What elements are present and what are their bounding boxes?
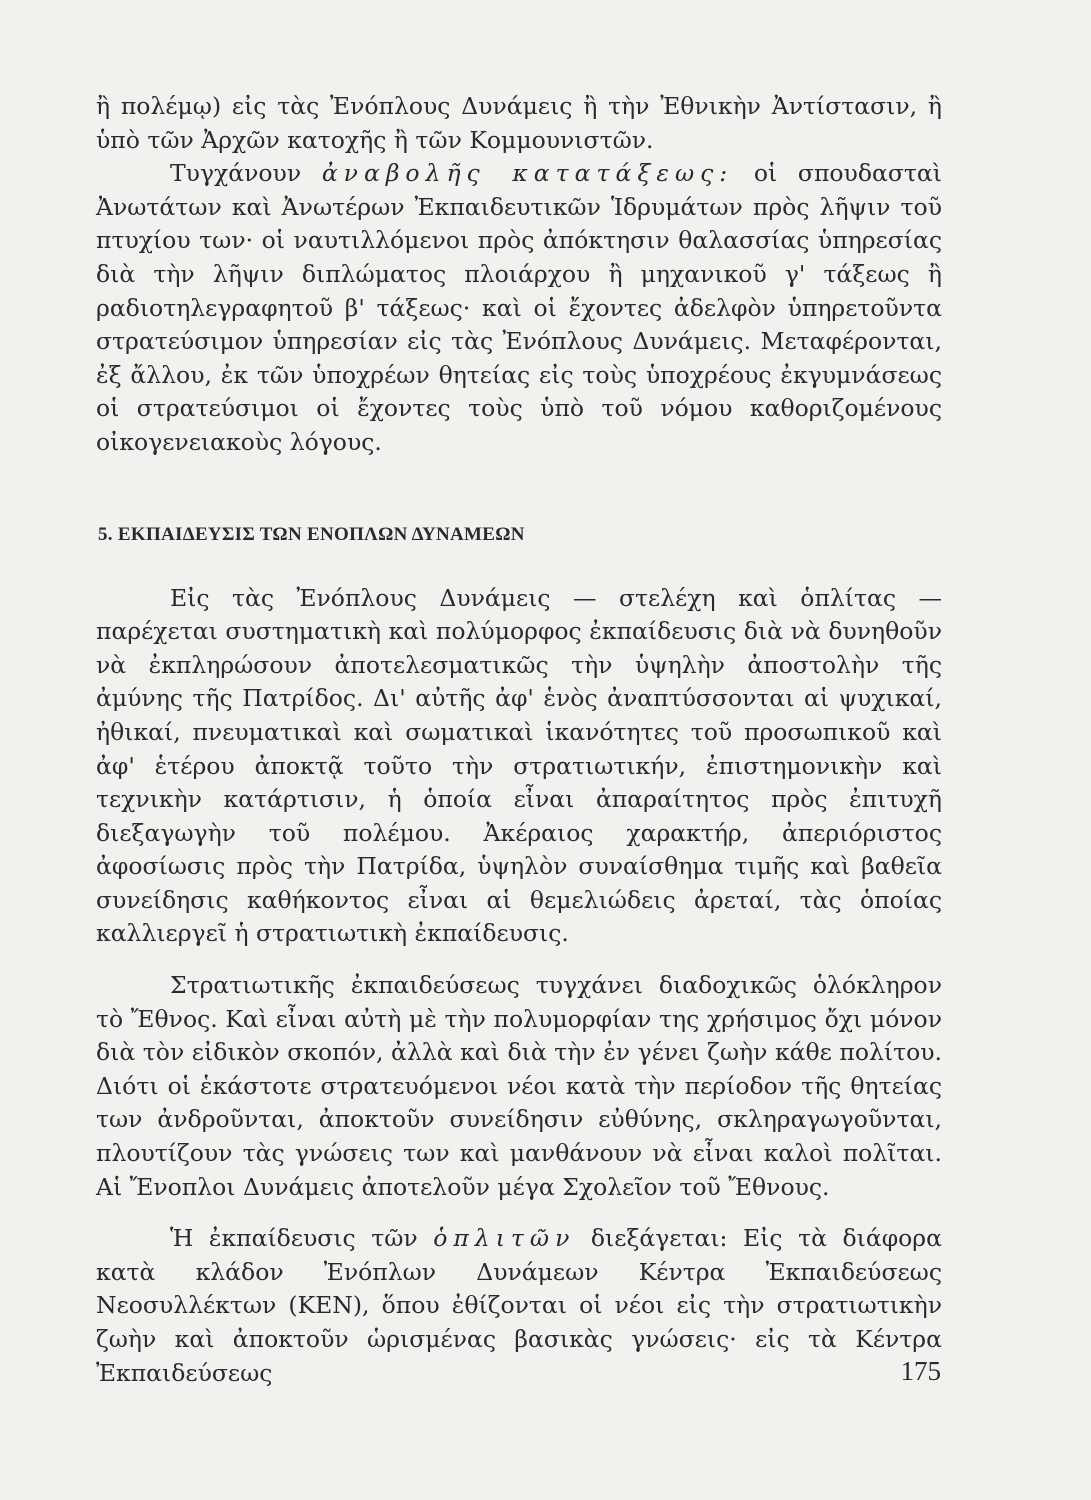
paragraph-deferral-emphasis: ἀναβολῆς κατατάξεως:: [321, 159, 734, 188]
paragraph-training-intro: Εἰς τὰς Ἐνόπλους Δυνάμεις — στελέχη καὶ ὁπλίτας — παρέχεται συστηματικὴ καὶ πολύμορφος ἐκπαίδευσις διὰ νὰ δυνηθοῦν νὰ ἐκπληρώσουν ἀποτελεσματικῶς τὴν ὑψηλὴν ἀποστολὴν τῆς ἀμύνης τῆς Πατρίδος. Δι' αὐτῆς ἀφ' ἑνὸς ἀναπτύσσονται αἱ ψυχικαί, ἠθικαί, πνευματικαὶ καὶ σωματικαὶ ἱκανότητες τοῦ προσωπικοῦ καὶ ἀφ' ἑτέρου ἀποκτᾷ τοῦτο τὴν στρατιωτικήν, ἐπιστημονικὴν καὶ τεχνικὴν κατάρτισιν, ἡ ὁποία εἶναι ἀπαραίτητος πρὸς ἐπιτυχῆ διεξαγωγὴν τοῦ πολέμου. Ἀκέραιος χαρακτήρ, ἀπεριόριστος ἀφοσίωσις πρὸς τὴν Πατρίδα, ὑψηλὸν συναίσθημα τιμῆς καὶ βαθεῖα συνείδησις καθήκοντος εἶναι αἱ θεμελιώδεις ἀρεταί, τὰς ὁποίας καλλιεργεῖ ἡ στρατιωτικὴ ἐκπαίδευσις.: [96, 583, 942, 948]
paragraph-deferral-lead: Τυγχάνουν: [170, 159, 302, 188]
paragraph-soldier-training-emphasis: ὁπλιτῶν: [433, 1224, 576, 1253]
paragraph-deferral: [96, 157, 942, 459]
section-heading: 5. ΕΚΠΑΙΔΕΥΣΙΣ ΤΩΝ ΕΝΟΠΛΩΝ ΔΥΝΑΜΕΩΝ: [98, 523, 525, 545]
paragraph-deferral-body: οἱ σπουδασταὶ Ἀνωτάτων καὶ Ἀνωτέρων Ἐκπαιδευτικῶν Ἱδρυμάτων πρὸς λῆψιν τοῦ πτυχίου των· οἱ ναυτιλλόμενοι πρὸς ἀπόκτησιν θαλασσίας ὑπηρεσίας διὰ τὴν λῆψιν διπλώματος πλοιάρχου ἢ μηχανικοῦ γ' τάξεως ἢ ραδιοτηλεγραφητοῦ β' τάξεως· καὶ οἱ ἔχοντες ἀδελφὸν ὑπηρετοῦντα στρατεύσιμον ὑπηρεσίαν εἰς τὰς Ἐνόπλους Δυνάμεις. Μεταφέρονται, ἐξ ἄλλου, ἐκ τῶν ὑποχρέων θητείας εἰς τοὺς ὑποχρέους ἐκγυμνάσεως οἱ στρατεύσιμοι οἱ ἔχοντες τοὺς ὑπὸ τοῦ νόμου καθοριζομένους οἰκογενειακοὺς λόγους.: [96, 159, 942, 456]
paragraph-soldier-training-lead: Ἡ ἐκπαίδευσις τῶν: [170, 1224, 418, 1253]
paragraph-soldier-training-body: διεξάγεται: Εἰς τὰ διάφορα κατὰ κλάδον Ἐνόπλων Δυνάμεων Κέντρα Ἐκπαιδεύσεως Νεοσυλλέκτων (ΚΕΝ), ὅπου ἐθίζονται οἱ νέοι εἰς τὴν στρατιωτικὴν ζωὴν καὶ ἀποκτοῦν ὡρισμένας βασικὰς γνώσεις· εἰς τὰ Κέντρα Ἐκπαιδεύσεως: [96, 1224, 942, 1387]
paragraph-continuation: ἢ πολέμῳ) εἰς τὰς Ἐνόπλους Δυνάμεις ἢ τὴν Ἐθνικὴν Ἀντίστασιν, ἢ ὑπὸ τῶν Ἀρχῶν κατοχῆς ἢ τῶν Κομμουνιστῶν.: [96, 92, 942, 154]
paragraph-soldier-training: [96, 1222, 942, 1390]
page-number: 175: [900, 1356, 941, 1386]
page-body: [96, 90, 942, 1390]
paragraph-military-education: Στρατιωτικῆς ἐκπαιδεύσεως τυγχάνει διαδοχικῶς ὁλόκληρον τὸ Ἔθνος. Καὶ εἶναι αὐτὴ μὲ τὴν πολυμορφίαν της χρήσιμος ὄχι μόνον διὰ τὸν εἰδικὸν σκοπόν, ἀλλὰ καὶ διὰ τὴν ἐν γένει ζωὴν κάθε πολίτου. Διότι οἱ ἑκάστοτε στρατευόμενοι νέοι κατὰ τὴν περίοδον τῆς θητείας των ἀνδροῦνται, ἀποκτοῦν συνείδησιν εὐθύνης, σκληραγωγοῦνται, πλουτίζουν τὰς γνώσεις των καὶ μανθάνουν νὰ εἶναι καλοὶ πολῖται. Αἱ Ἔνοπλοι Δυνάμεις ἀποτελοῦν μέγα Σχολεῖον τοῦ Ἔθνους.: [96, 971, 942, 1201]
